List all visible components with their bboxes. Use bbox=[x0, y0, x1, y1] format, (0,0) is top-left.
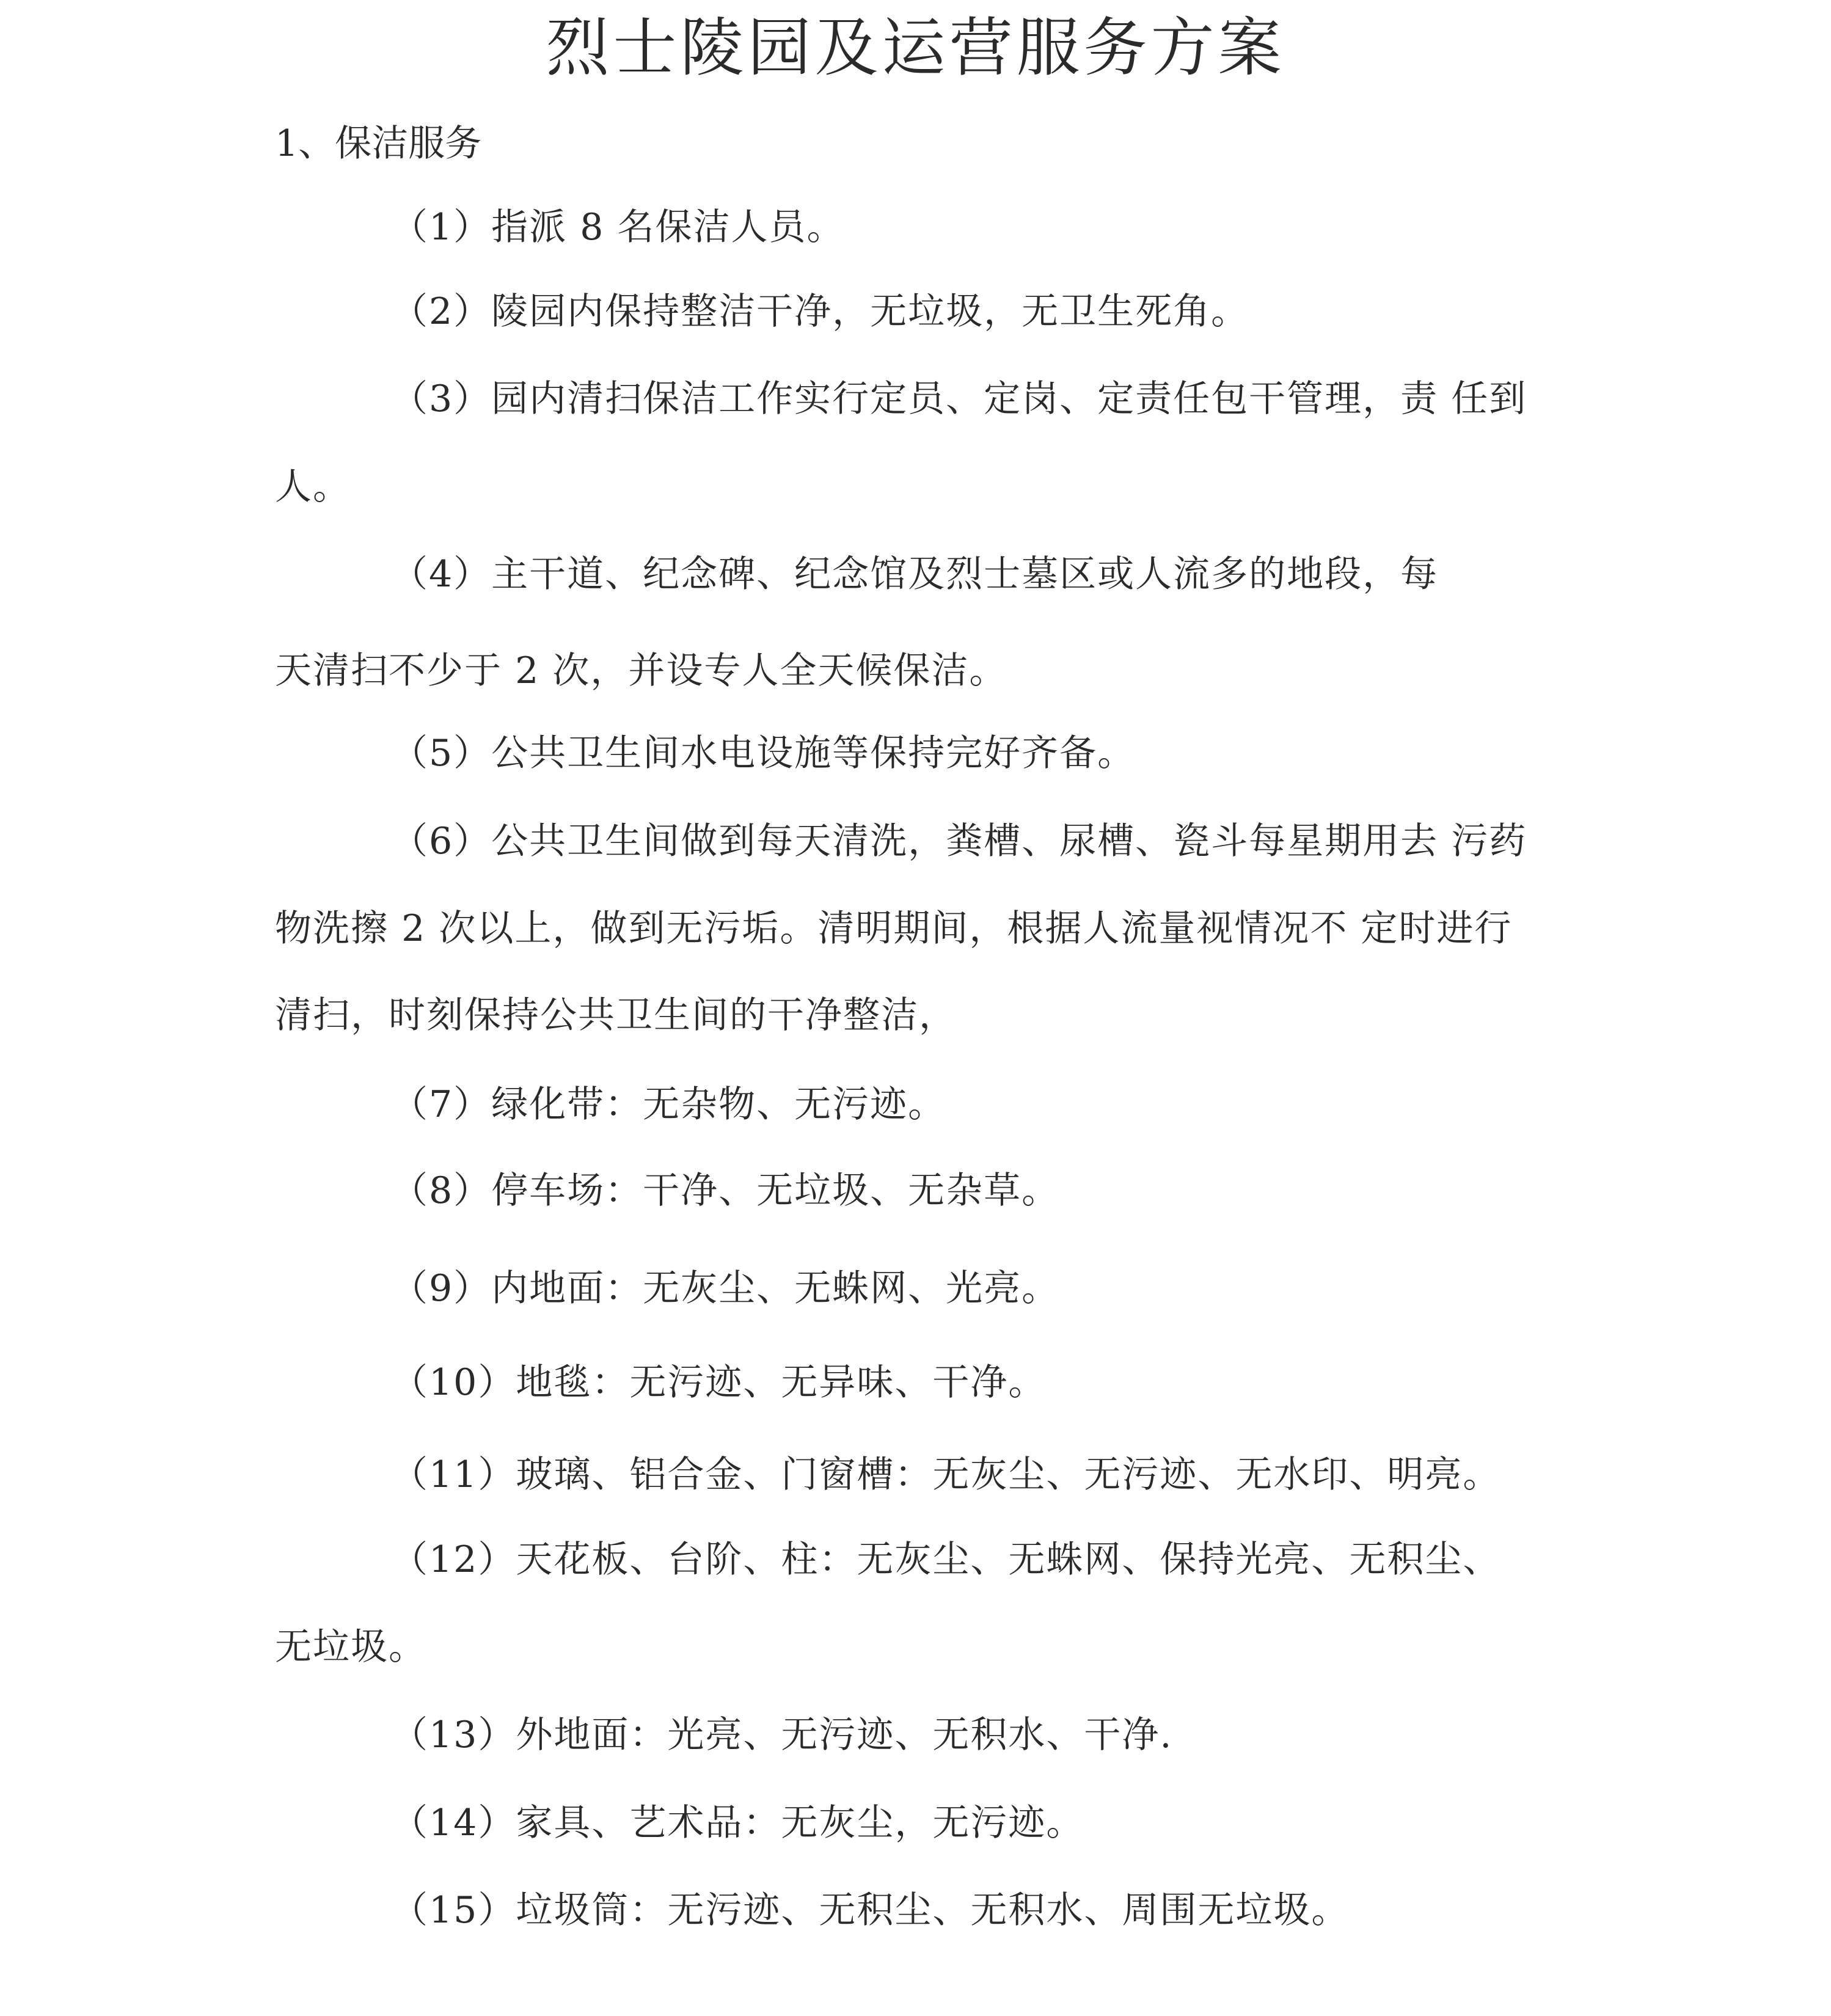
paragraph-line: （12）天花板、台阶、柱：无灰尘、无蛛网、保持光亮、无积尘、 bbox=[391, 1538, 1501, 1581]
paragraph-line: 天清扫不少于 2 次，并设专人全天候保洁。 bbox=[275, 649, 1007, 692]
paragraph-line: （6）公共卫生间做到每天清洗，粪槽、尿槽、瓷斗每星期用去 污药 bbox=[391, 820, 1527, 863]
paragraph-line: （1）指派 8 名保洁人员。 bbox=[391, 206, 845, 249]
section-heading: 1、保洁服务 bbox=[275, 122, 482, 165]
paragraph-line: （14）家具、艺术品：无灰尘，无污迹。 bbox=[391, 1802, 1084, 1844]
paragraph-line: （13）外地面：光亮、无污迹、无积水、干净. bbox=[391, 1714, 1173, 1756]
paragraph-line: （11）玻璃、铝合金、门窗槽：无灰尘、无污迹、无水印、明亮。 bbox=[391, 1453, 1501, 1496]
paragraph-line: （3）园内清扫保洁工作实行定员、定岗、定责任包干管理，责 任到 bbox=[391, 378, 1527, 420]
paragraph-line: （8）停车场：干净、无垃圾、无杂草。 bbox=[391, 1169, 1060, 1212]
paragraph-line: （15）垃圾筒：无污迹、无积尘、无积水、周围无垃圾。 bbox=[391, 1889, 1350, 1932]
paragraph-line: （2）陵园内保持整洁干净，无垃圾，无卫生死角。 bbox=[391, 290, 1249, 333]
paragraph-line: 无垃圾。 bbox=[275, 1626, 426, 1668]
paragraph-line: （5）公共卫生间水电设施等保持完好齐备。 bbox=[391, 732, 1136, 775]
paragraph-line: 人。 bbox=[275, 466, 351, 508]
paragraph-line: 清扫，时刻保持公共卫生间的干净整洁， bbox=[275, 994, 957, 1037]
paragraph-line: （4）主干道、纪念碑、纪念馆及烈士墓区或人流多的地段，每 bbox=[391, 553, 1439, 596]
paragraph-line: （7）绿化带：无杂物、无污迹。 bbox=[391, 1083, 946, 1126]
paragraph-line: （9）内地面：无灰尘、无蛛网、光亮。 bbox=[391, 1267, 1060, 1310]
paragraph-line: （10）地毯：无污迹、无异味、干净。 bbox=[391, 1361, 1047, 1404]
paragraph-line: 物洗擦 2 次以上，做到无污垢。清明期间，根据人流量视情况不 定时进行 bbox=[275, 907, 1513, 950]
page-title: 烈士陵园及运营服务方案 bbox=[546, 10, 1285, 85]
